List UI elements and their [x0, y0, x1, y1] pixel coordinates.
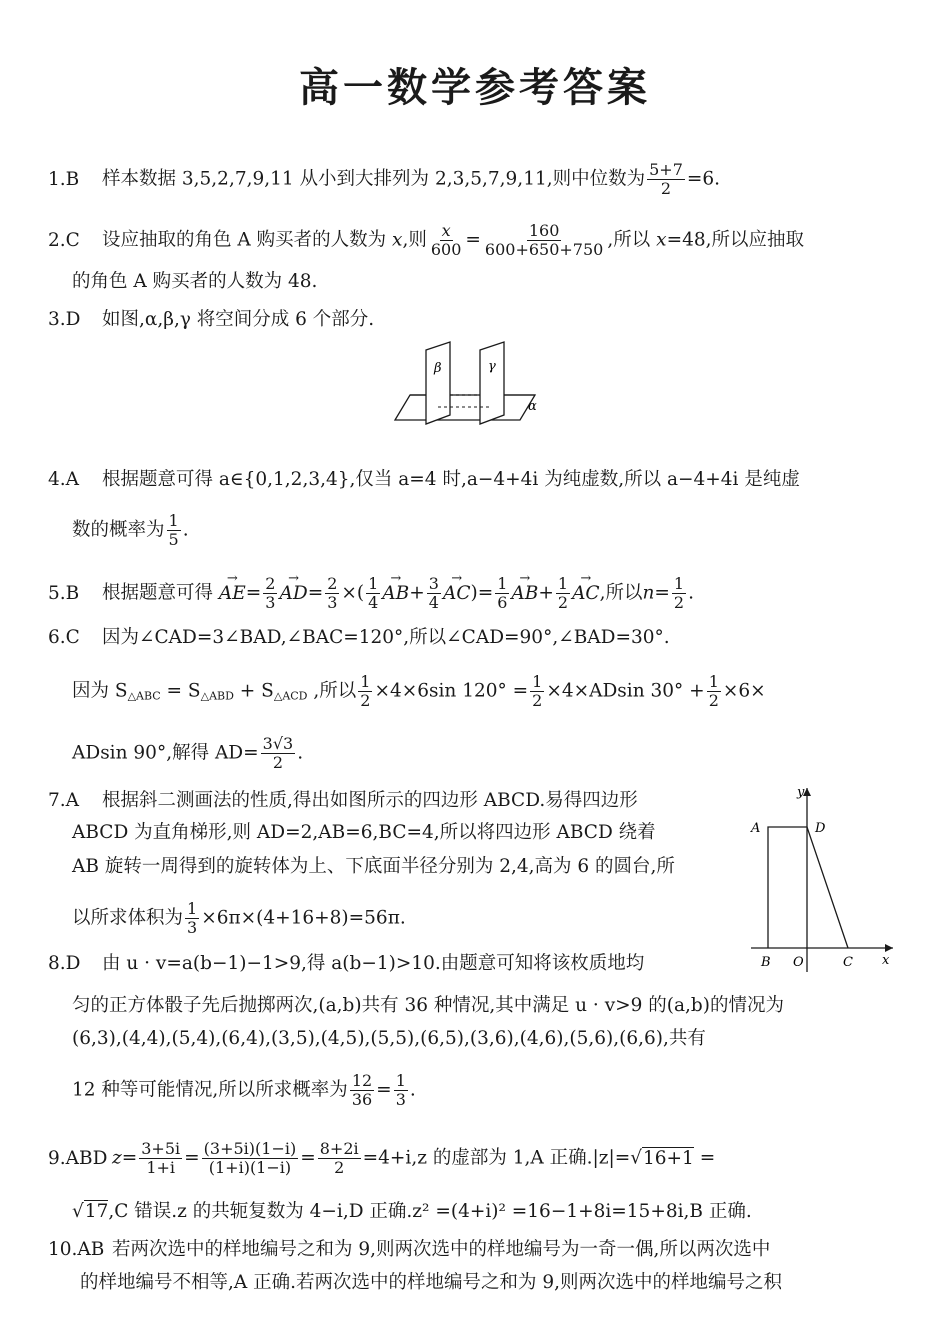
answer-8 — [48, 950, 740, 978]
question-number: 7.A — [48, 790, 80, 811]
answer-10 — [48, 1236, 900, 1264]
question-number: 3.D — [48, 309, 81, 330]
fraction: $\frac{8+2i}{2}$ — [319, 1139, 359, 1177]
fraction: $\frac{1}{2}$ — [708, 672, 719, 710]
fraction: $\frac{3√3}{2}$ — [262, 734, 294, 772]
answer-10-line-2: 的样地编号不相等,A 正确.若两次选中的样地编号之和为 9,则两次选中的样地编号之积 — [80, 1272, 783, 1293]
page-title: 高一数学参考答案 — [299, 65, 651, 111]
question-number: 2.C — [48, 229, 80, 251]
answer-text: 由 u · v=a(b−1)−1>9,得 a(b−1)>10.由题意可知将该枚质地均 — [102, 953, 645, 974]
answer-7-line-4: 以所求体积为 $\frac{1}{3}$ ×6π×(4+16+8)=56π. — [72, 899, 406, 937]
fraction: $\frac{1}{2}$ — [557, 574, 569, 612]
fraction: $\frac{(3+5i)(1-i)}{(1+i)(1-i)}$ — [203, 1139, 297, 1177]
answer-6 — [48, 624, 900, 652]
vector-ab: → AB — [382, 580, 409, 608]
vector-ac: → AC — [443, 580, 471, 608]
answer-text: 因为∠CAD=3∠BAD,∠BAC=120°,所以∠CAD=90°,∠BAD=30°. — [102, 627, 670, 648]
answer-2-line-2: 的角色 A 购买者的人数为 48. — [72, 271, 318, 292]
question-number: 9.ABD — [48, 1147, 108, 1169]
answer-9: 9.ABD z= $\frac{3+5i}{1+i}$ = $\frac{(3+5i)(1-i)}{(1+i)(1-i)}$ = $\frac{8+2i}{2}$ =4+i,z 的虚部为 1,A 正确.|z|=√16+1 = — [48, 1139, 716, 1177]
answer-6-line-2: 因为 $S_{\triangle ABC} = S_{\triangle ABD} + S_{\triangle ACD}$ ,所以 $\frac{1}{2}$ ×4×6sin 120° = $\frac{1}{2}$ ×4×ADsin 30° + $\frac{1}{2}$ ×6× — [72, 672, 766, 710]
answer-text: ,则 — [402, 229, 427, 251]
answer-text: =6. — [686, 168, 721, 190]
label-x: x — [882, 953, 890, 968]
answer-7-line-2: ABCD 为直角梯形,则 AD=2,AB=6,BC=4,所以将四边形 ABCD 绕着 — [72, 822, 656, 843]
answer-8-line-4: 12 种等可能情况,所以所求概率为 $\frac{12}{36}$ = $\frac{1}{3}$ . — [72, 1071, 416, 1109]
answer-7 — [48, 787, 740, 815]
square-root: 17 — [84, 1201, 109, 1222]
question-number: 5.B — [48, 582, 80, 604]
answer-3 — [48, 306, 900, 334]
fraction: $\frac{1}{3}$ — [187, 899, 198, 937]
answer-8-line-2: 匀的正方体骰子先后抛掷两次,(a,b)共有 36 种情况,其中满足 u · v>9 的(a,b)的情况为 — [72, 995, 784, 1016]
label-alpha: α — [528, 399, 537, 414]
trapezoid-figure — [745, 782, 900, 977]
answer-text: 若两次选中的样地编号之和为 9,则两次选中的样地编号为一奇一偶,所以两次选中 — [112, 1239, 771, 1260]
variable: x — [656, 229, 667, 251]
question-number: 4.A — [48, 469, 80, 490]
planes-figure — [380, 340, 560, 430]
answer-9-line-2: √17,C 错误.z 的共轭复数为 4−i,D 正确.z² =(4+i)² =16−1+8i=15+8i,B 正确. — [72, 1201, 752, 1222]
fraction: $\frac{x}{600}$ — [430, 221, 462, 259]
label-c: C — [843, 955, 853, 970]
vector-ac: → AC — [572, 580, 600, 608]
plane-beta — [426, 342, 450, 424]
answer-text: 根据题意可得 a∈{0,1,2,3,4},仅当 a=4 时,a−4+4i 为纯虚数,所以 a−4+4i 是纯虚 — [102, 469, 800, 490]
answer-4-line-2: 数的概率为 $\frac{1}{5}$ . — [72, 511, 189, 549]
fraction: $\frac{1}{5}$ — [168, 511, 179, 549]
label-a: A — [751, 821, 761, 836]
fraction: $\frac{2}{3}$ — [327, 574, 338, 612]
quadrilateral-abcd — [768, 827, 848, 948]
square-root: 16+1 — [643, 1147, 694, 1169]
fraction: $\frac{1}{3}$ — [395, 1071, 406, 1109]
fraction: $\frac{1}{4}$ — [368, 574, 379, 612]
plane-gamma — [480, 342, 504, 424]
answer-text: ,所以 — [607, 229, 651, 251]
label-gamma: γ — [488, 359, 496, 374]
answer-text: 根据题意可得 — [102, 582, 214, 604]
fraction: $\frac{12}{36}$ — [351, 1071, 373, 1109]
label-y: y — [797, 785, 805, 800]
vector-ab: → AB — [511, 580, 538, 608]
fraction: $\frac{3+5i}{1+i}$ — [141, 1139, 181, 1177]
fraction: $\frac{3}{4}$ — [428, 574, 439, 612]
answer-4 — [48, 466, 900, 494]
fraction: $\frac{1}{2}$ — [360, 672, 371, 710]
variable: x — [392, 229, 403, 251]
answer-text: 样本数据 3,5,2,7,9,11 从小到大排列为 2,3,5,7,9,11,则中位数为 — [102, 168, 646, 190]
fraction: $\frac{160}{600+650+750}$ — [484, 221, 604, 259]
answer-7-line-3: AB 旋转一周得到的旋转体为上、下底面半径分别为 2,4,高为 6 的圆台,所 — [72, 856, 675, 877]
answer-text: 数的概率为 — [72, 519, 165, 541]
fraction: $\frac{1}{2}$ — [673, 574, 685, 612]
fraction: $\frac{5+7}{2}$ — [649, 160, 683, 198]
fraction: $\frac{1}{2}$ — [532, 672, 543, 710]
vector-ae: → AE — [219, 580, 246, 608]
fraction: $\frac{1}{6}$ — [497, 574, 508, 612]
vector-ad: → AD — [279, 580, 307, 608]
question-number: 6.C — [48, 627, 80, 648]
answer-text: 根据斜二测画法的性质,得出如图所示的四边形 ABCD.易得四边形 — [102, 790, 638, 811]
answer-5: 5.B 根据题意可得 → AE= $\frac{2}{3}$ → AD= $\frac{2}{3}$ ×( $\frac{1}{4}$ → AB+ $\frac{3}{4}$ → AC)= $\frac{1}{6}$ → AB+ $\frac{1}{2}$ → AC,所以n= $\frac{1}{2}$ . — [48, 575, 900, 612]
answer-text: =48,所以应抽取 — [666, 229, 804, 251]
answer-text: ,所以 — [599, 582, 643, 604]
label-b: B — [761, 955, 771, 970]
label-beta: β — [434, 361, 442, 376]
question-number: 1.B — [48, 168, 80, 190]
answer-2: 2.C 设应抽取的角色 A 购买者的人数为 x,则 $\frac{x}{600}$ = $\frac{160}{600+650+750}$ ,所以 x=48,所以应抽取 — [48, 221, 804, 259]
label-o: O — [793, 955, 804, 970]
fraction: $\frac{2}{3}$ — [265, 574, 276, 612]
variable: n — [642, 582, 655, 604]
answer-text: 如图,α,β,γ 将空间分成 6 个部分. — [102, 309, 375, 330]
answer-6-line-3: ADsin 90°,解得 AD= $\frac{3√3}{2}$ . — [72, 734, 304, 772]
answer-1 — [48, 161, 900, 198]
answer-8-line-3: (6,3),(4,4),(5,4),(6,4),(3,5),(4,5),(5,5),(6,5),(3,6),(4,6),(5,6),(6,6),共有 — [72, 1028, 706, 1049]
question-number: 8.D — [48, 953, 81, 974]
question-number: 10.AB — [48, 1239, 105, 1260]
answer-text: 设应抽取的角色 A 购买者的人数为 — [102, 229, 387, 251]
label-d: D — [815, 821, 826, 836]
